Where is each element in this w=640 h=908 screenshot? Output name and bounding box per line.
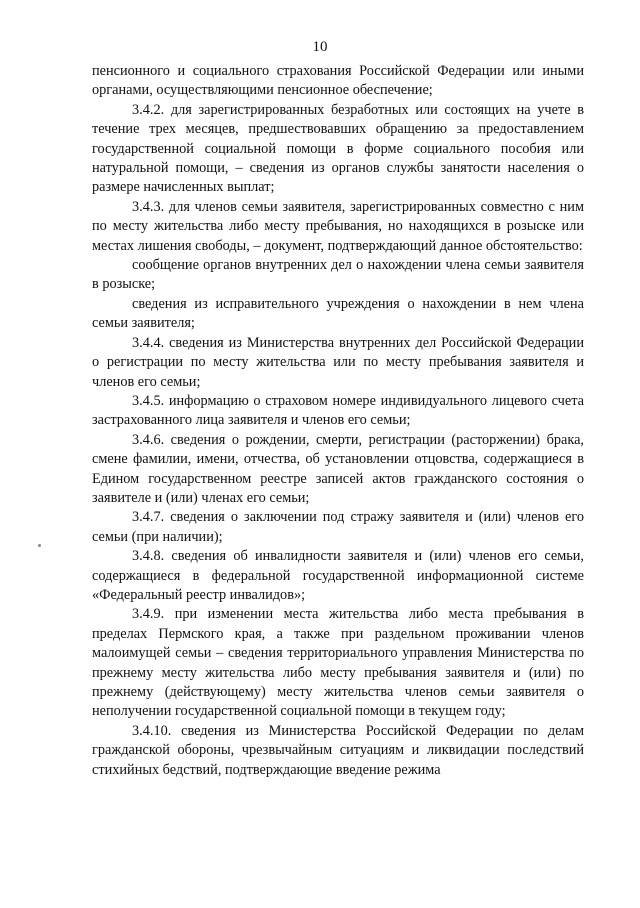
paragraph-continuation: пенсионного и социального страхования Российской Федерации или иными органами, осуществляющими пенсионное обеспечение;: [92, 63, 584, 99]
paragraph-3-4-3: 3.4.3. для членов семьи заявителя, зарегистрированных совместно с ним по месту жительства либо месту пребывания, но находящихся в розыске или местах лишения свободы, – документ, подтверждающий данное обстоятельство:: [92, 198, 584, 254]
paragraph-3-4-9: 3.4.9. при изменении места жительства либо места пребывания в пределах Пермского края, а также при раздельном проживании членов малоимущей семьи – сведения территориального управления Министерства по прежнему месту жительства либо месту пребывания заявителя и (или) по прежнему (действующему) месту жительства членов семьи заявителя о неполучении государственной социальной помощи в текущем году;: [92, 606, 584, 720]
paragraph-correctional-info: сведения из исправительного учреждения о нахождении в нем члена семьи заявителя;: [92, 295, 584, 332]
paragraph-3-4-8: 3.4.8. сведения об инвалидности заявителя и (или) членов его семьи, содержащиеся в федеральной государственной информационной системе «Федеральный реестр инвалидов»;: [92, 548, 584, 603]
paragraph-3-4-5: 3.4.5. информацию о страховом номере индивидуального лицевого счета застрахованного лица заявителя и членов его семьи;: [92, 392, 584, 429]
paragraph-3-4-10: 3.4.10. сведения из Министерства Российской Федерации по делам гражданской обороны, чрезвычайным ситуациям и ликвидации последствий стихийных бедствий, подтверждающие введение режима: [92, 722, 584, 778]
paragraph-police-notice: сообщение органов внутренних дел о нахождении члена семьи заявителя в розыске;: [92, 257, 584, 293]
scan-speck: [38, 544, 41, 547]
paragraph-3-4-6: 3.4.6. сведения о рождении, смерти, регистрации (расторжении) брака, смене фамилии, имени, отчества, об установлении отцовства, содержащиеся в Едином государственном реестре записей актов гражданского состояния о заявителе и (или) членах его семьи;: [92, 431, 584, 506]
document-body: [92, 62, 584, 780]
paragraph-3-4-4: 3.4.4. сведения из Министерства внутренних дел Российской Федерации о регистрации по месту жительства или по месту пребывания заявителя и членов его семьи;: [92, 334, 584, 390]
page-number: 10: [312, 39, 328, 55]
paragraph-3-4-2: 3.4.2. для зарегистрированных безработных или состоящих на учете в течение трех месяцев, предшествовавших обращению за предоставлением государственной социальной помощи в форме социального пособия или натуральной помощи, – сведения из органов службы занятости населения о размере начисленных выплат;: [92, 101, 584, 196]
paragraph-3-4-7: 3.4.7. сведения о заключении под стражу заявителя и (или) членов его семьи (при наличии);: [92, 509, 584, 545]
